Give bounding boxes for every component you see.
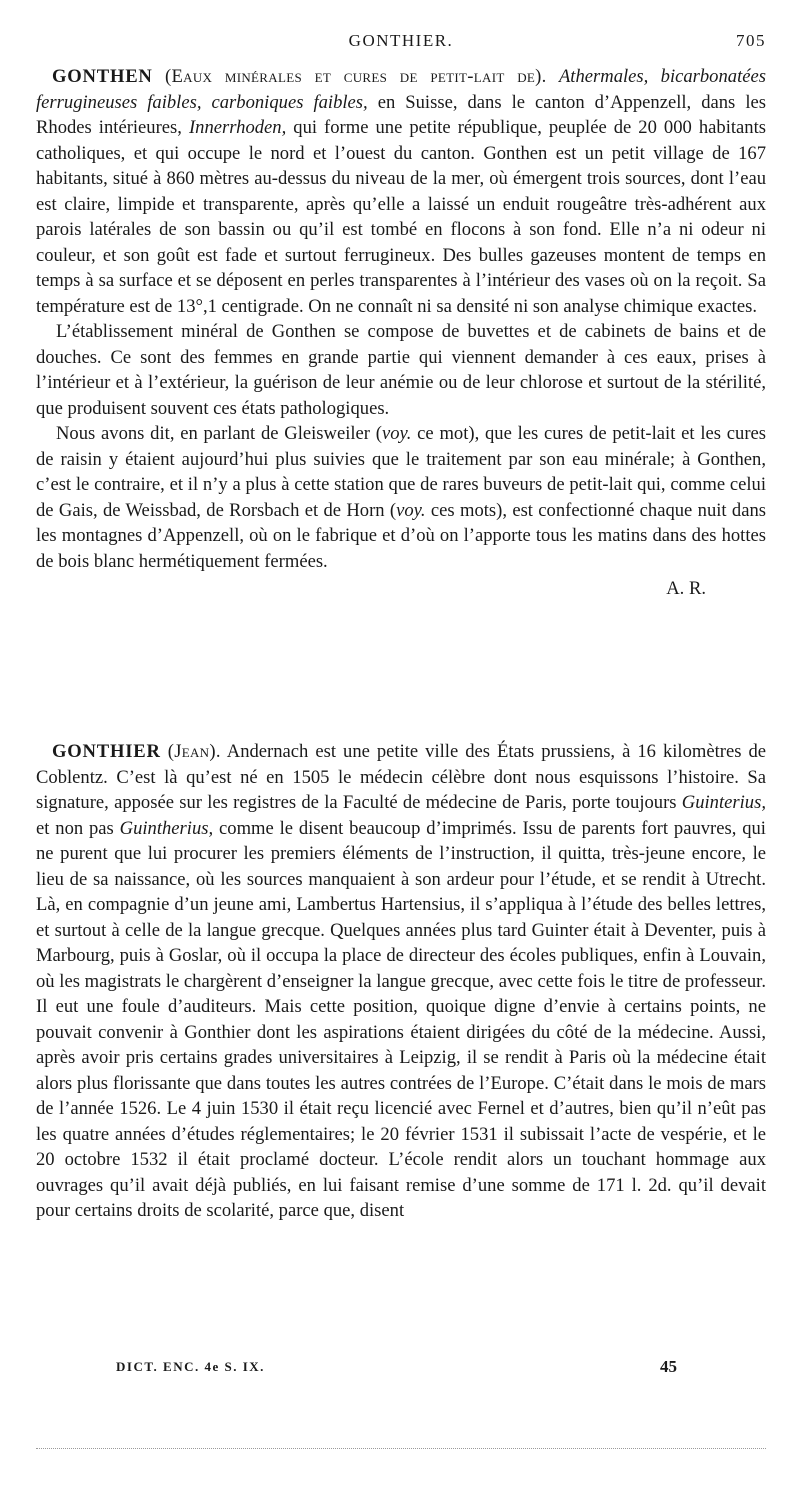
paragraph-text: et non pas [36, 817, 114, 839]
dotted-rule [36, 1448, 766, 1449]
running-title: GONTHIER. [348, 31, 454, 50]
paragraph-text: Nous avons dit, en parlant de Gleisweiler ( [56, 423, 382, 444]
cross-reference: voy. [381, 423, 412, 444]
entry-gonthier [36, 739, 766, 1224]
latin-name: Guinterius, [681, 792, 766, 813]
paragraph-text: comme le disent beaucoup d’imprimés. Issu de parents fort pauvres, qui ne purent que lui procurer les premiers éléments de l’instruction, il quitta, très-jeune encore, le lieu de sa naissance, où les sources manquaient à son ardeur pour l’étude, et se rendit à Utrecht. Là, en compagnie d’un jeune ami, Lambertus Hartensius, il s’appliqua à l’étude des belles lettres, et surtout à celle de la langue grecque. Quelques années plus tard Guinter était à Deventer, puis à Marbourg, puis à Goslar, où il occupa la place de directeur des écoles publiques, enfin à Louvain, où les magistrats le chargèrent d’enseigner la langue grecque, avec cette fois le titre de professeur. Il eut une foule d’auditeurs. Mais cette position, quoique digne d’envie à certains points, ne pouvait convenir à Gonthier dont les aspirations étaient dirigées du côté de la médecine. Aussi, après avoir pris certains grades universitaires à Leipzig, il se rendit à Paris où la médecine était alors plus florissante que dans toutes les autres contrées de l’Europe. C’était dans le mois de mars de l’année 1526. Le 4 juin 1530 il était reçu licencié avec Fernel et d’autres, bien qu’il n’eût pas les quatre années d’études réglementaires; le 20 février 1531 il subissait l’acte de vespérie, et le 20 octobre 1532 il était proclamé docteur. L’école rendit alors un touchant hommage aux ouvrages qu’il avait déjà publiés, en lui faisant remise d’une somme de 171 l. 2d. qu’il devait pour certains droits de scolarité, parce que, disent [36, 817, 766, 1221]
paragraph-text: ces mots), est confectionné chaque nuit dans les montagnes d’Appenzell, où on le fabrique et d’où on l’apporte tous les matins dans des hottes de bois blanc hermétiquement fermées. [36, 499, 766, 572]
headword-qualifier: (Eaux minérales et cures de petit-lait de). [165, 66, 547, 87]
page-footer [116, 1357, 696, 1383]
entry-gonthen-paragraph-1 [36, 64, 766, 319]
page-number: 705 [736, 31, 766, 50]
paragraph-text: en Suisse, dans le canton d’Appenzell, dans les Rhodes intérieures, [36, 91, 766, 138]
cross-reference: voy. [396, 499, 426, 521]
signature-mark: DICT. ENC. 4e S. IX. [116, 1359, 265, 1374]
paragraph-text: Andernach est une petite ville des États prussiens, à 16 kilomètres de Coblentz. C’est là qu’est né en 1505 le médecin célèbre dont nous esquissons l’histoire. Sa signature, apposée sur les registres de la Faculté de médecine de Paris, porte toujours [36, 741, 766, 813]
running-head [36, 31, 766, 55]
paragraph-text: ce mot), que les cures de petit-lait et les cures de raisin y étaient aujourd’hui plus suivies que le traitement par son eau minérale; à Gonthen, c’est le contraire, et il n’y a plus à cette station que de rares buveurs de petit-lait qui, comme celui de Gais, de Weissbad, de Rorsbach et de Horn ( [36, 423, 766, 521]
latin-name: Guintherius, [119, 817, 214, 839]
sheet-number: 45 [660, 1357, 677, 1376]
author-signature: A. R. [666, 578, 706, 599]
entry-gonthier-paragraph [36, 739, 766, 1224]
headword-gonthen: GONTHEN [52, 66, 153, 87]
classification: Athermales, bicarbonatées ferrugineuses faibles, carboniques faibles, [36, 66, 766, 113]
entry-gonthen-paragraph-3 [36, 421, 766, 574]
paragraph-text: qui forme une petite république, peuplée de 20 000 habitants catholiques, et qui occupe le nord et l’ouest du canton. Gonthen est un petit village de 167 habitants, situé à 860 mètres au-dessus du niveau de la mer, où émergent trois sources, dont l’eau est claire, limpide et transparente, après qu’elle a laissé un enduit rougeâtre très-adhérent aux parois latérales de son bassin ou qu’il est tombé en flocons à son fond. Elle n’a ni odeur ni couleur, et son goût est fade et surtout ferrugineux. Des bulles gazeuses montent de temps en temps à sa surface et se déposent en perles transparentes à l’intérieur des vases où on la reçoit. Sa température est de 13°,1 centigrade. On ne connaît ni sa densité ni son analyse chimique exactes. [36, 117, 766, 317]
headword-qualifier: (Jean). [167, 741, 221, 762]
headword-gonthier: GONTHIER [52, 741, 161, 762]
entry-gonthen [36, 64, 766, 602]
entry-gonthen-paragraph-2: L’établissement minéral de Gonthen se compose de buvettes et de cabinets de bains et de douches. Ce sont des femmes en grande partie qui viennent demander à ces eaux, prises à l’intérieur et à l’extérieur, la guérison de leur anémie ou de leur chlorose et surtout de la stérilité, que produisent souvent ces états pathologiques. [36, 321, 766, 419]
innerrhoden-term: Innerrhoden, [188, 117, 287, 138]
